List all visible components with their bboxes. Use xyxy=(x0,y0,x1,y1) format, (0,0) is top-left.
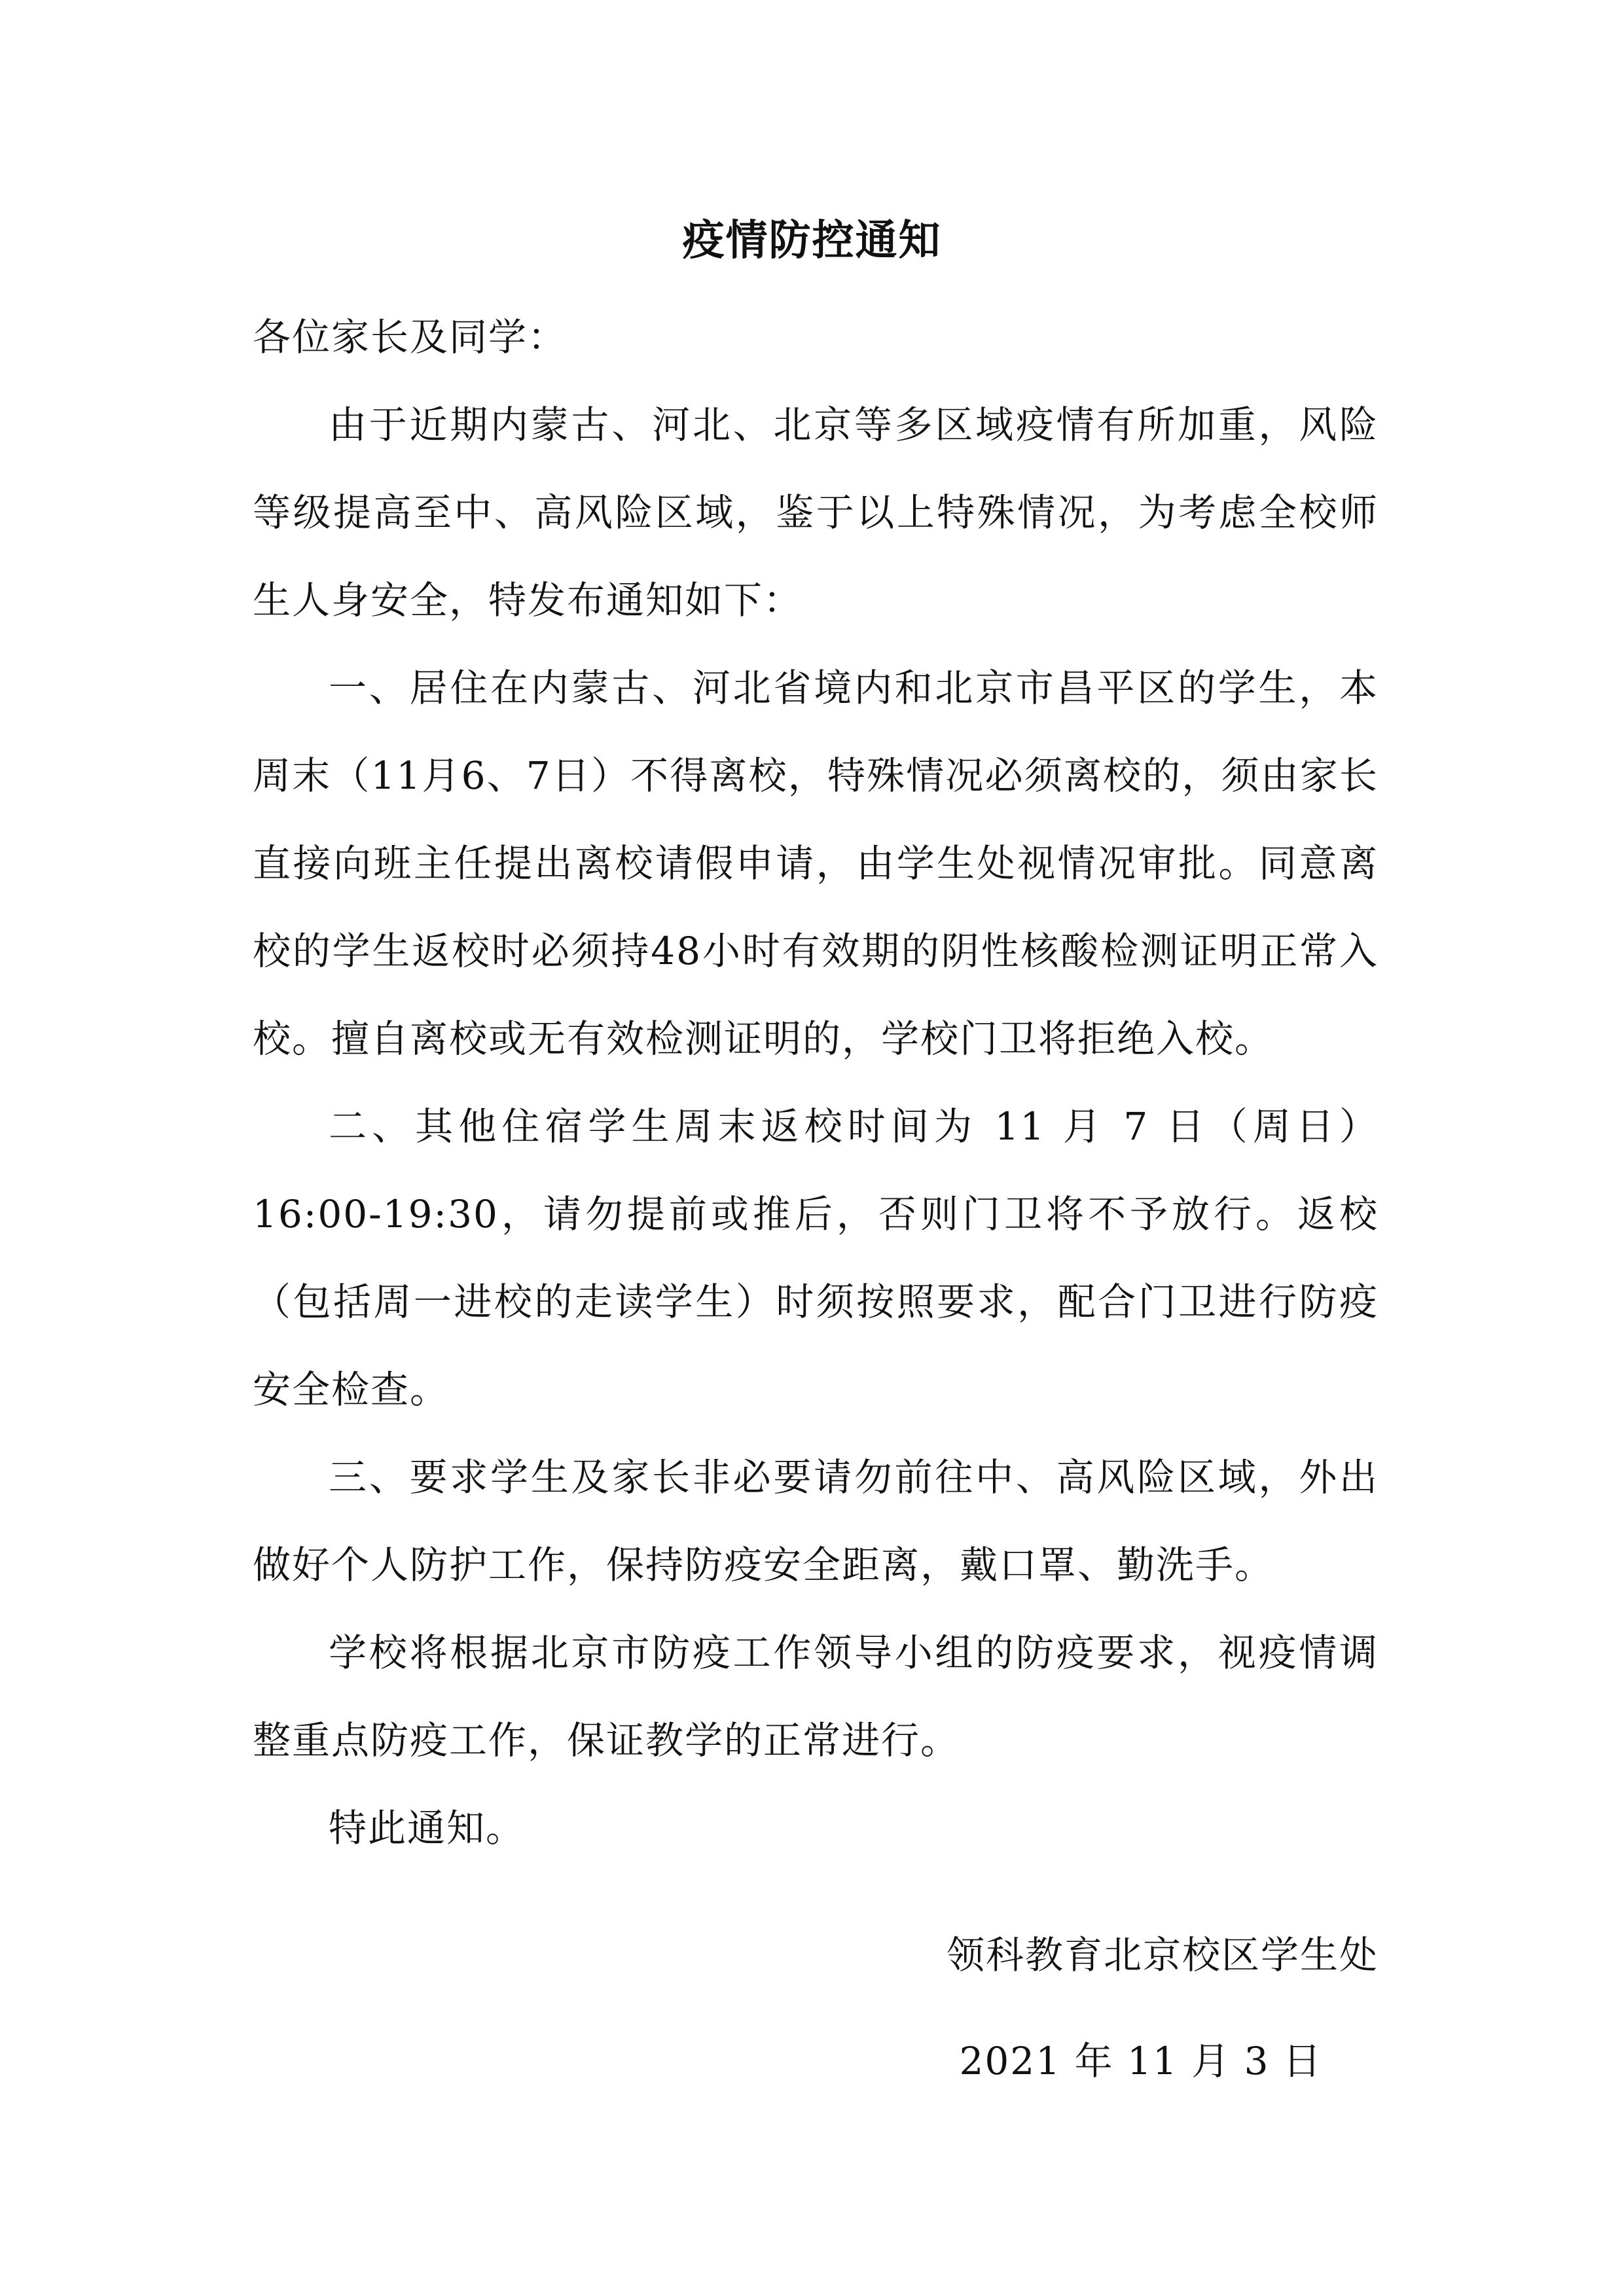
notice-body xyxy=(253,293,1379,1872)
paragraph-item-2: 二、其他住宿学生周末返校时间为 11 月 7 日（周日）16:00-19:30，请勿提前或推后，否则门卫将不予放行。返校（包括周一进校的走读学生）时须按照要求，配合门卫进行防疫安全检查。 xyxy=(253,1104,1379,1412)
page-title: 疫情防控通知 xyxy=(682,217,942,265)
signature: 领科教育北京校区学生处 xyxy=(946,1933,1379,1977)
closing-line: 特此通知。 xyxy=(329,1806,526,1850)
paragraph-item-1: 一、居住在内蒙古、河北省境内和北京市昌平区的学生，本周末（11月6、7日）不得离校，特殊情况必须离校的，须由家长直接向班主任提出离校请假申请，由学生处视情况审批。同意离校的学生返校时必须持48小时有效期的阴性核酸检测证明正常入校。擅自离校或无有效检测证明的，学校门卫将拒绝入校。 xyxy=(253,666,1379,1061)
salutation: 各位家长及同学： xyxy=(253,315,568,359)
paragraph-school-plan: 学校将根据北京市防疫工作领导小组的防疫要求，视疫情调整重点防疫工作，保证教学的正常进行。 xyxy=(253,1630,1379,1763)
paragraph-intro: 由于近期内蒙古、河北、北京等多区域疫情有所加重，风险等级提高至中、高风险区域，鉴于以上特殊情况，为考虑全校师生人身安全，特发布通知如下： xyxy=(253,403,1379,622)
paragraph-item-3: 三、要求学生及家长非必要请勿前往中、高风险区域，外出做好个人防护工作，保持防疫安全距离，戴口罩、勤洗手。 xyxy=(253,1455,1379,1587)
issue-date: 2021 年 11 月 3 日 xyxy=(959,2039,1322,2083)
